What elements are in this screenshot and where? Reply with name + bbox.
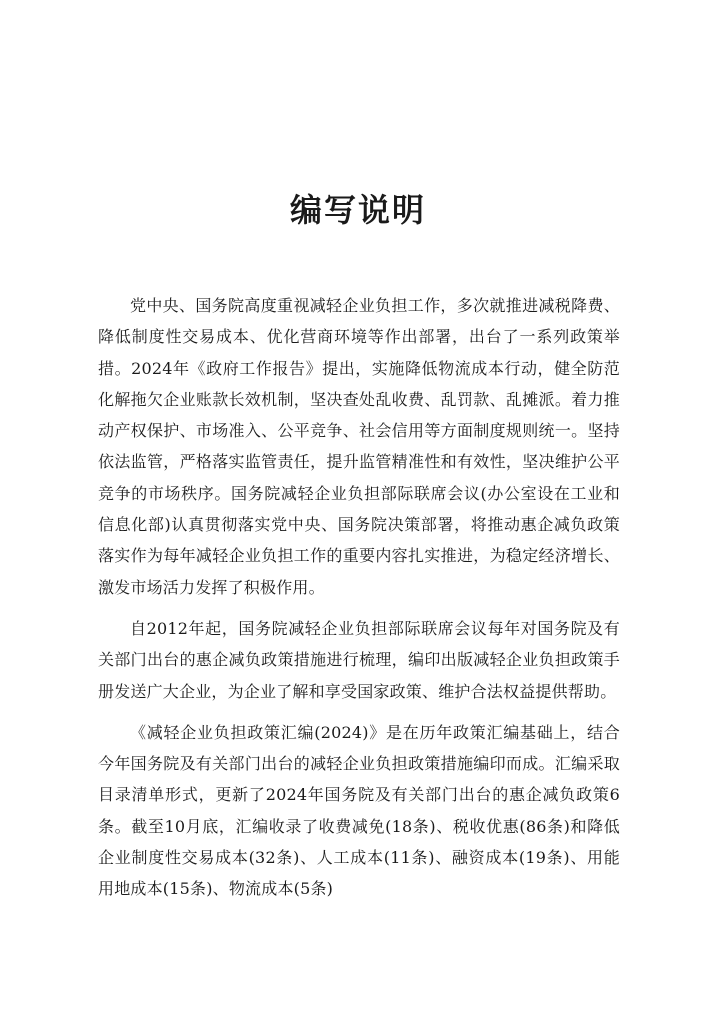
paragraph-compilation: 《减轻企业负担政策汇编(2024)》是在历年政策汇编基础上，结合今年国务院及有关部门出台的减轻企业负担政策措施编印而成。汇编采取目录清单形式，更新了2024年国务院及有关部门出台的惠企减负政策6条。截至10月底，汇编收录了收费减免(18条)、税收优惠(86条)和降低企业制度性交易成本(32条)、人工成本(11条)、融资成本(19条)、用能用地成本(15条)、物流成本(5条): [98, 722, 620, 899]
body-text: [98, 290, 620, 915]
paragraph-history: 自2012年起，国务院减轻企业负担部际联席会议每年对国务院及有关部门出台的惠企减负政策措施进行梳理，编印出版减轻企业负担政策手册发送广大企业，为企业了解和享受国家政策、维护合法权益提供帮助。: [98, 618, 620, 701]
paragraph-background: 党中央、国务院高度重视减轻企业负担工作，多次就推进减税降费、降低制度性交易成本、优化营商环境等作出部署，出台了一系列政策举措。2024年《政府工作报告》提出，实施降低物流成本行动，健全防范化解拖欠企业账款长效机制，坚决查处乱收费、乱罚款、乱摊派。着力推动产权保护、市场准入、公平竞争、社会信用等方面制度规则统一。坚持依法监管，严格落实监管责任，提升监管精准性和有效性，坚决维护公平竞争的市场秩序。国务院减轻企业负担部际联席会议(办公室设在工业和信息化部)认真贯彻落实党中央、国务院决策部署，将推动惠企减负政策落实作为每年减轻企业负担工作的重要内容扎实推进，为稳定经济增长、激发市场活力发挥了积极作用。: [98, 296, 620, 597]
page-title: 编写说明: [289, 191, 426, 229]
